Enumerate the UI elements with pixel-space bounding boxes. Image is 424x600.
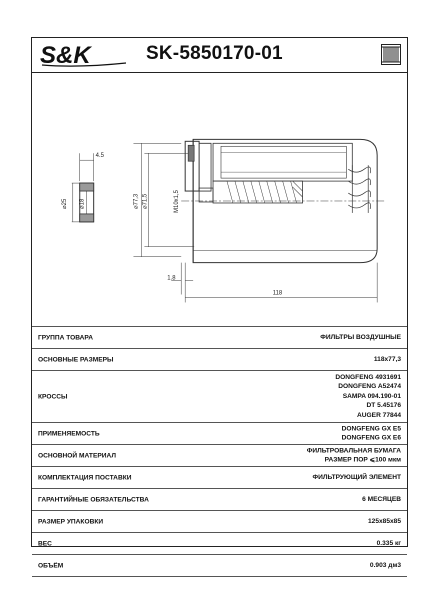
product-sheet xyxy=(31,37,408,569)
spec-value: DONGFENG GX E5 xyxy=(341,424,401,432)
spec-value: DONGFENG GX E6 xyxy=(341,434,401,442)
spec-row xyxy=(32,510,407,532)
spec-value: 125x85x85 xyxy=(367,517,401,525)
part-number: SK-5850170-01 xyxy=(146,43,283,64)
spec-value: AUGER 77844 xyxy=(357,411,401,419)
spec-row xyxy=(32,422,407,444)
dim-d77: ⌀77,3 xyxy=(133,193,140,209)
filter-element-icon xyxy=(381,44,401,65)
spec-label: ОСНОВНОЙ МАТЕРИАЛ xyxy=(38,452,116,459)
dim-118: 118 xyxy=(272,290,283,297)
spec-value: ФИЛЬТРОВАЛЬНАЯ БУМАГА xyxy=(306,446,401,454)
spec-value: 6 МЕСЯЦЕВ xyxy=(362,495,401,503)
spec-row xyxy=(32,532,407,554)
dim-4-5: 4.5 xyxy=(95,153,104,160)
spec-value: 0.903 дм3 xyxy=(369,561,401,569)
dim-d18: ⌀18 xyxy=(79,198,86,209)
spec-row xyxy=(32,370,407,422)
spec-label: ГРУППА ТОВАРА xyxy=(38,334,93,341)
spec-label: КРОССЫ xyxy=(38,393,68,400)
dim-d71: ⌀71,5 xyxy=(142,193,149,209)
sheet-header xyxy=(32,38,407,73)
spec-label: КОМПЛЕКТАЦИЯ ПОСТАВКИ xyxy=(38,474,132,481)
dim-1-8: 1.8 xyxy=(167,275,176,282)
spec-row-empty xyxy=(32,576,407,590)
spec-label: ОБЪЁМ xyxy=(38,562,64,569)
brand-logo xyxy=(38,41,130,69)
spec-table xyxy=(32,326,407,590)
spec-value: ФИЛЬТРЫ ВОЗДУШНЫЕ xyxy=(320,333,401,341)
spec-value: DT 5.45176 xyxy=(366,402,401,410)
spec-row xyxy=(32,488,407,510)
spec-value: DONGFENG 4931691 xyxy=(335,373,401,381)
spec-row xyxy=(32,466,407,488)
spec-value: SAMPA 094.190-01 xyxy=(342,392,401,400)
spec-row xyxy=(32,444,407,466)
spec-label: ПРИМЕНЯЕМОСТЬ xyxy=(38,430,100,437)
spec-row xyxy=(32,348,407,370)
spec-value: DONGFENG A52474 xyxy=(338,383,401,391)
spec-label: ГАРАНТИЙНЫЕ ОБЯЗАТЕЛЬСТВА xyxy=(38,496,149,503)
dim-d25: ⌀25 xyxy=(61,198,68,209)
spec-value: 0.335 кг xyxy=(376,539,401,547)
spec-value: ФИЛЬТРУЮЩИЙ ЭЛЕМЕНТ xyxy=(312,473,401,481)
logo-text: S&K xyxy=(40,42,91,69)
technical-drawing xyxy=(32,73,407,326)
spec-label: РАЗМЕР УПАКОВКИ xyxy=(38,518,104,525)
spec-row xyxy=(32,554,407,576)
spec-value: 118x77,3 xyxy=(373,355,401,363)
spec-label: ОСНОВНЫЕ РАЗМЕРЫ xyxy=(38,356,114,363)
dim-thread: M10x1,5 xyxy=(174,190,181,213)
spec-value: РАЗМЕР ПОР ⩽100 мкм xyxy=(324,456,401,464)
spec-label: ВЕС xyxy=(38,540,52,547)
spec-row xyxy=(32,326,407,348)
